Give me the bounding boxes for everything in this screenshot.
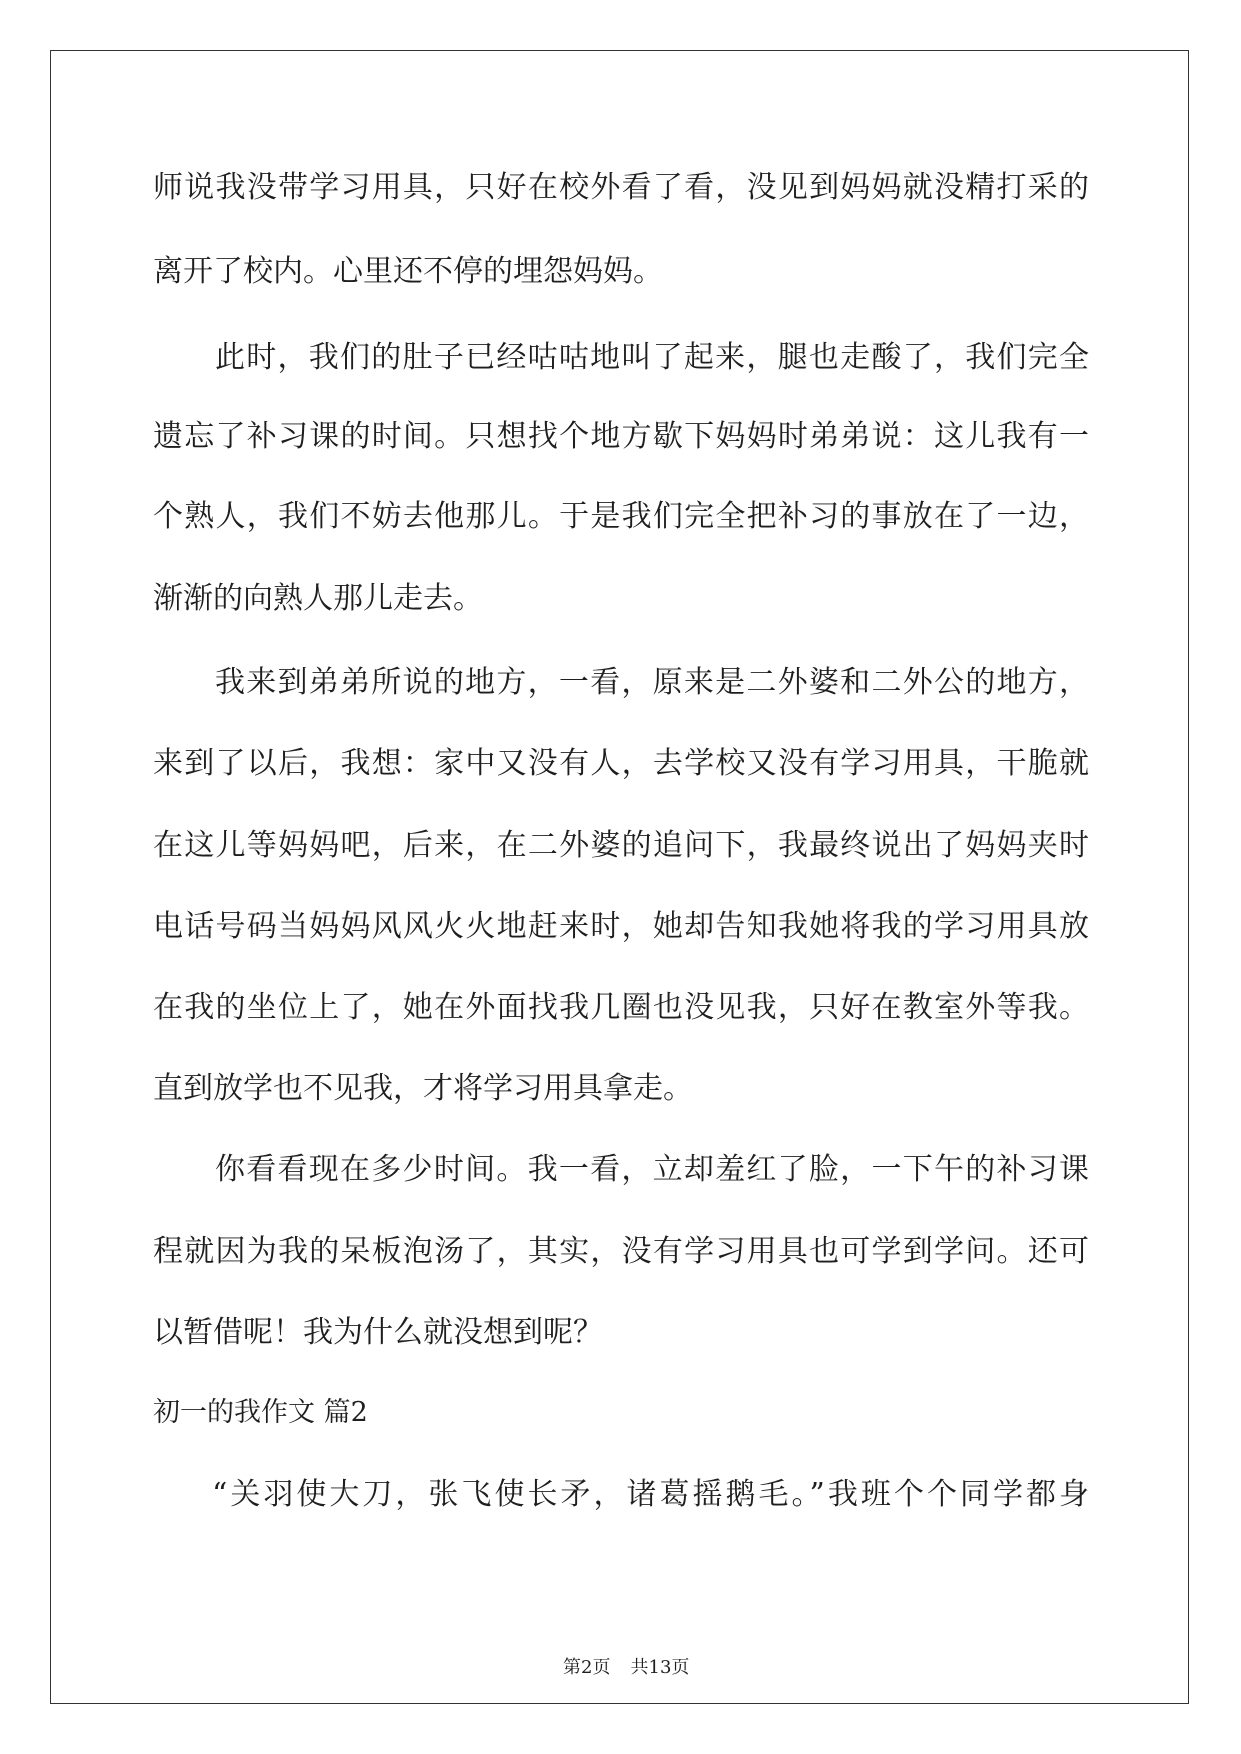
page-footer	[0, 1629, 1241, 1678]
body-line: 以暂借呢！我为什么就没想到呢？	[153, 1315, 603, 1350]
body-line: 遗忘了补习课的时间。只想找个地方歇下妈妈时弟弟说：这儿我有一	[153, 419, 1089, 454]
body-line: 来到了以后，我想：家中又没有人，去学校又没有学习用具，干脆就	[153, 746, 1089, 781]
page-number: 第2页	[563, 1657, 611, 1678]
page-border	[50, 50, 1189, 1704]
page-total: 共13页	[630, 1657, 690, 1678]
body-line: 程就因为我的呆板泡汤了，其实，没有学习用具也可学到学问。还可	[153, 1234, 1089, 1269]
body-line: 在这儿等妈妈吧，后来，在二外婆的追问下，我最终说出了妈妈夹时	[153, 828, 1089, 863]
body-line: 电话号码当妈妈风风火火地赶来时，她却告知我她将我的学习用具放	[153, 909, 1089, 944]
body-line: 离开了校内。心里还不停的埋怨妈妈。	[153, 254, 663, 289]
body-line: 渐渐的向熟人那儿走去。	[153, 581, 483, 616]
body-line: 师说我没带学习用具，只好在校外看了看，没见到妈妈就没精打采的	[153, 170, 1089, 205]
body-line: 个熟人，我们不妨去他那儿。于是我们完全把补习的事放在了一边，	[153, 499, 1089, 534]
body-line: 此时，我们的肚子已经咕咕地叫了起来，腿也走酸了，我们完全	[215, 340, 1089, 375]
body-line: 在我的坐位上了，她在外面找我几圈也没见我，只好在教室外等我。	[153, 990, 1089, 1025]
body-line: “关羽使大刀，张飞使长矛，诸葛摇鹅毛。”我班个个同学都身	[212, 1477, 1089, 1512]
section-heading: 初一的我作文 篇2	[153, 1397, 368, 1428]
body-line: 我来到弟弟所说的地方，一看，原来是二外婆和二外公的地方，	[215, 665, 1089, 700]
body-line: 你看看现在多少时间。我一看，立却羞红了脸，一下午的补习课	[215, 1152, 1089, 1187]
body-line: 直到放学也不见我，才将学习用具拿走。	[153, 1071, 693, 1106]
